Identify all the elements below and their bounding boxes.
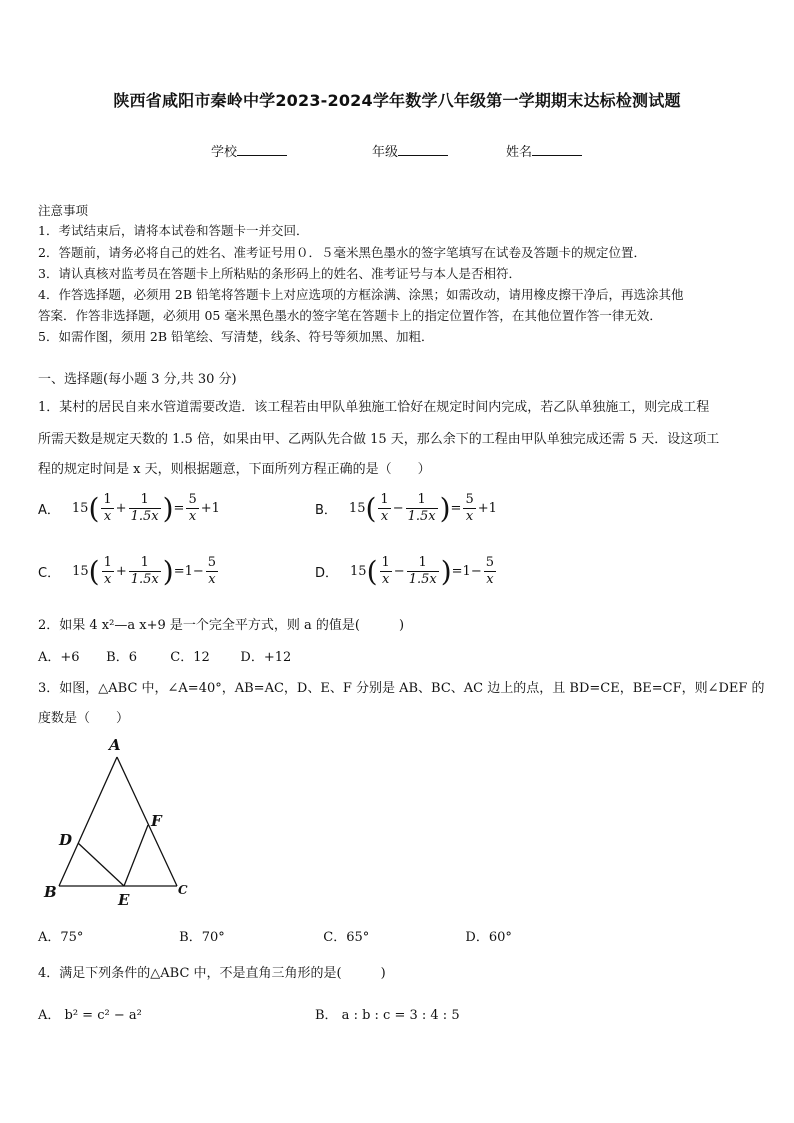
q1-option-c-label: C． [38,566,61,581]
q4-option-b: B． a : b : c = 3 : 4 : 5 [315,1008,460,1023]
segment-de [78,843,124,886]
notice-heading: 注意事项 [38,203,89,218]
label-e: E [118,891,130,909]
school-field [211,141,287,160]
q1-option-c [38,555,220,588]
q1-option-b [315,492,497,525]
notice-item-2: 2．答题前，请务必将自己的姓名、准考证号用０．５毫米黑色墨水的签字笔填写在试卷及答题卡的规定位置． [38,245,646,260]
q1-option-b-label: B． [315,503,337,518]
q1-option-d-label: D． [315,566,339,581]
q1-d-frac2: $\frac{1}{1.5x}$ [408,555,437,587]
q1-c-frac1: $\frac{1}{x}$ [103,555,112,587]
notice-item-5: 5．如需作图，须用 2B 铅笔绘、写清楚，线条、符号等须加黑、加粗． [38,329,434,344]
q3-option-c: C．65° [323,930,370,945]
label-f: F [151,812,162,830]
q1-b-rhs-frac: $\frac{5}{x}$ [465,492,474,524]
q1-a-op: + [115,501,127,516]
q1-a-rhs-tail: +1 [200,501,220,516]
side-ab [59,757,117,886]
q1-c-coef: 15 [72,564,89,579]
school-label: 学校 [211,145,238,160]
q3-option-d: D．60° [465,930,512,945]
q1-b-lparen: ( [365,492,377,525]
q2-option-d: D．+12 [240,650,292,665]
q1-a-frac1: $\frac{1}{x}$ [103,492,112,524]
q1-c-lparen: ( [88,555,100,588]
q1-b-equals: = [450,501,462,516]
q4-option-a: A． b² = c² − a² [38,1008,142,1023]
label-d: D [59,831,73,849]
name-label: 姓名 [506,145,533,160]
segment-ef [124,825,148,886]
q3-options [38,926,512,945]
q1-d-lparen: ( [366,555,378,588]
section-heading: 一、选择题(每小题 3 分,共 30 分) [38,372,237,387]
grade-blank [398,145,448,156]
notice-item-4: 4．作答选择题，必须用 2B 铅笔将答题卡上对应选项的方框涂满、涂黑；如需改动，请用橡皮擦干净后，再选涂其他 [38,287,684,302]
q4-text: 4．满足下列条件的△ABC 中，不是直角三角形的是( ) [38,966,386,981]
grade-label: 年级 [372,145,399,160]
label-c: C [178,883,188,897]
school-blank [237,145,287,156]
q2-text: 2．如果 4 x²—a x+9 是一个完全平方式，则 a 的值是( ) [38,618,405,633]
q1-d-op: − [393,564,405,579]
page-title: 陕西省咸阳市秦岭中学2023-2024学年数学八年级第一学期期末达标检测试题 [113,91,681,110]
q1-d-coef: 15 [350,564,367,579]
label-b: B [44,883,57,901]
notice-item-3: 3．请认真核对监考员在答题卡上所粘贴的条形码上的姓名、准考证号与本人是否相符． [38,266,521,281]
q1-c-op: + [115,564,127,579]
q1-c-rhs-frac: $\frac{5}{x}$ [207,555,217,587]
q3-option-b: B．70° [179,930,225,945]
notice-item-4-cont: 答案．作答非选择题，必须用 05 毫米黑色墨水的签字笔在答题卡上的指定位置作答，在其他位置作答一律无效． [38,308,662,323]
q1-a-rhs-frac: $\frac{5}{x}$ [188,492,197,524]
q1-c-rhs-head: 1− [184,564,204,579]
notice-item-1: 1．考试结束后，请将本试卷和答题卡一并交回． [38,223,309,238]
label-a: A [109,736,121,754]
q1-b-rparen: ) [439,492,451,525]
q1-b-frac1: $\frac{1}{x}$ [380,492,389,524]
q1-option-a [38,492,220,525]
q1-line-3: 程的规定时间是 x 天，则根据题意，下面所列方程正确的是（ ） [38,462,431,477]
q1-d-rhs-head: 1− [462,564,482,579]
q1-a-frac2: $\frac{1}{1.5x}$ [130,492,159,524]
q1-b-coef: 15 [348,501,366,516]
triangle-figure [30,730,210,915]
name-blank [532,145,582,156]
q2-options [38,646,291,665]
q1-b-op: − [392,501,404,516]
q3-line-2: 度数是（ ） [38,711,130,726]
q1-option-a-label: A． [38,503,60,518]
q1-a-coef: 15 [71,501,89,516]
q1-line-2: 所需天数是规定天数的 1.5 倍，如果由甲、乙两队先合做 15 天，那么余下的工程由甲队单独完成还需 5 天．设这项工 [38,432,720,447]
side-ac [117,757,177,886]
q3-line-1: 3．如图，△ABC 中，∠A=40°，AB=AC，D、E、F 分别是 AB、BC、AC 边上的点，且 BD=CE，BE=CF，则∠DEF 的 [38,681,765,696]
q1-a-equals: = [173,501,185,516]
q1-d-rparen: ) [440,555,452,588]
q1-a-lparen: ( [88,492,100,525]
q3-option-a: A．75° [38,930,84,945]
q1-line-1: 1．某村的居民自来水管道需要改造．该工程若由甲队单独施工恰好在规定时间内完成，若乙队单独施工，则完成工程 [38,400,710,415]
q1-d-equals: = [451,564,463,579]
name-field [506,141,582,160]
q1-d-rhs-frac: $\frac{5}{x}$ [485,555,494,587]
q1-c-equals: = [173,564,185,579]
q1-a-rparen: ) [162,492,174,525]
q2-option-a: A．+6 [38,650,80,665]
q1-b-rhs-tail: +1 [477,501,497,516]
grade-field [372,141,448,160]
q2-option-c: C．12 [170,650,210,665]
q1-b-frac2: $\frac{1}{1.5x}$ [407,492,436,524]
q1-option-d [315,555,498,588]
q2-option-b: B．6 [106,650,137,665]
q1-c-rparen: ) [162,555,174,588]
q1-c-frac2: $\frac{1}{1.5x}$ [130,555,159,587]
q1-d-frac1: $\frac{1}{x}$ [381,555,390,587]
